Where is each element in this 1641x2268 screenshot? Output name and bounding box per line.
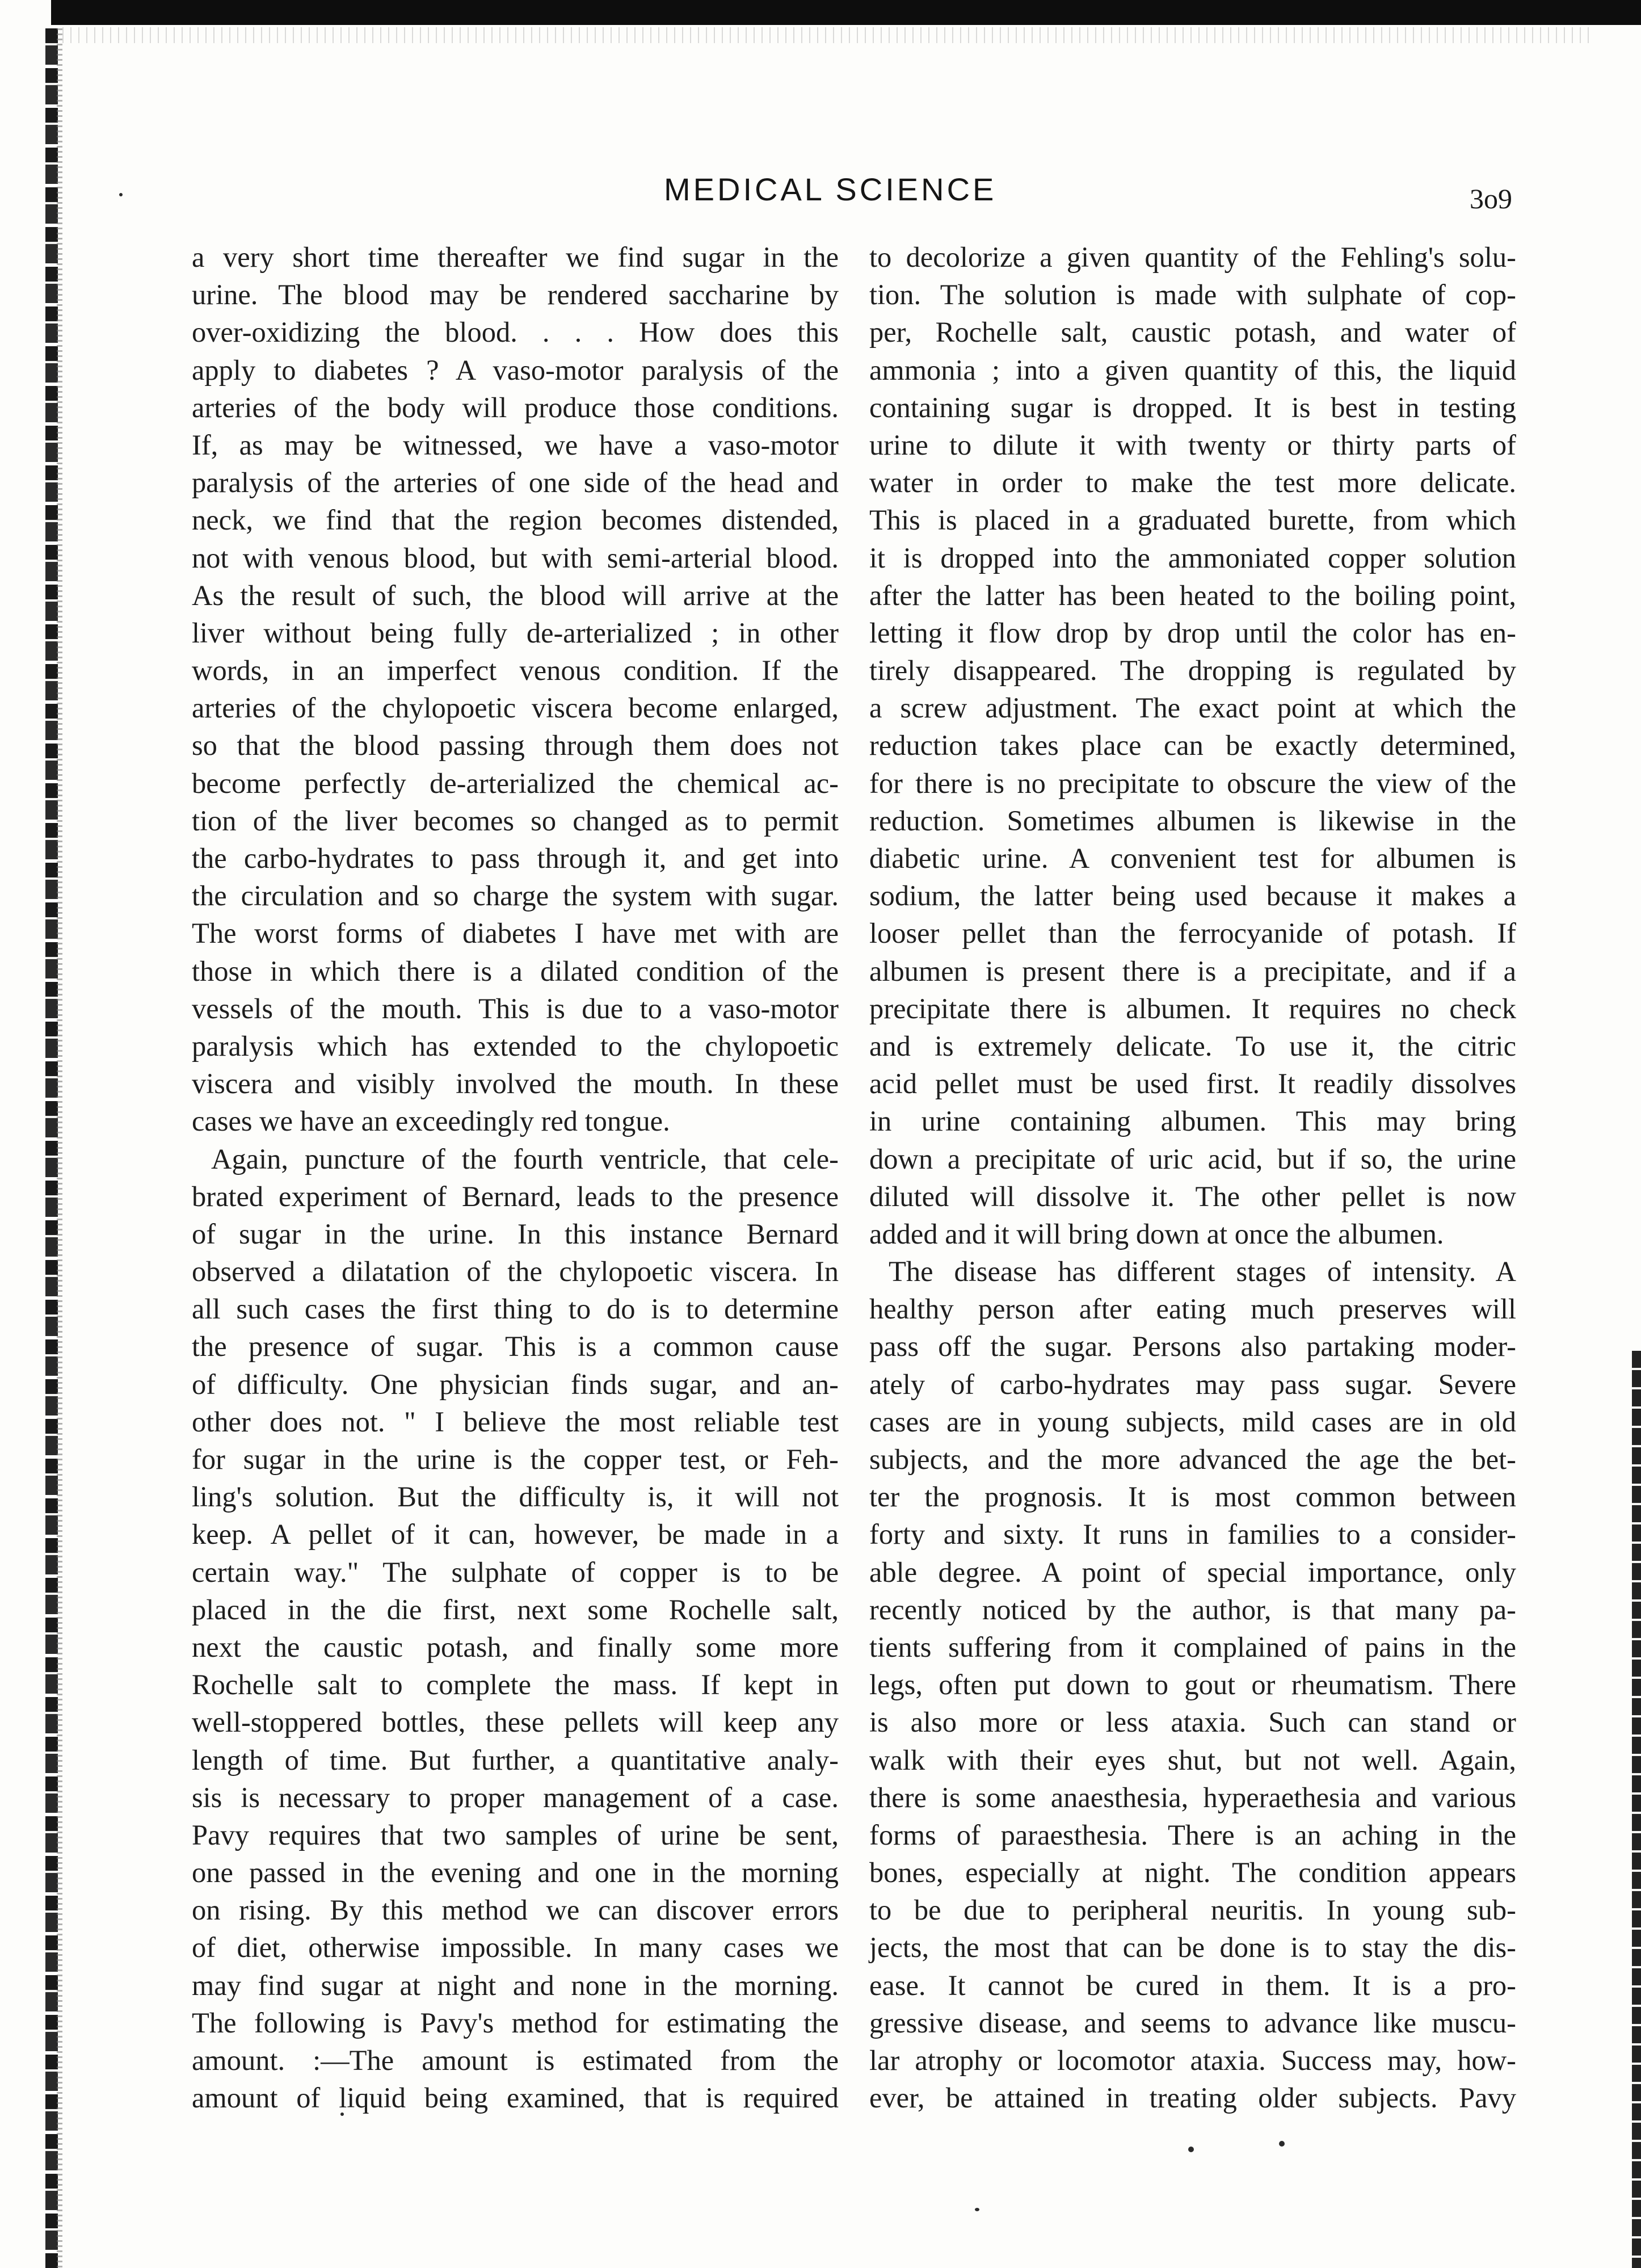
scan-left-border <box>45 28 58 2268</box>
text-line: urine to dilute it with twenty or thirty parts of <box>869 429 1516 461</box>
text-line: Again, puncture of the fourth ventricle, that cele- <box>211 1143 839 1175</box>
right-text-column <box>869 238 1516 2116</box>
text-line: bones, especially at night. The condition appears <box>869 1857 1516 1889</box>
text-line: recently noticed by the author, is that many pa- <box>869 1593 1516 1626</box>
text-line: legs, often put down to gout or rheumatism. There <box>869 1669 1516 1701</box>
text-line: diabetic urine. A convenient test for albumen is <box>869 842 1516 874</box>
text-line: lar atrophy or locomotor ataxia. Success may, how- <box>869 2044 1516 2076</box>
text-line: cases we have an exceedingly red tongue. <box>192 1105 670 1137</box>
text-line: certain way." The sulphate of copper is to be <box>192 1556 839 1588</box>
text-line: ter the prognosis. It is most common between <box>869 1481 1516 1513</box>
text-line: paralysis of the arteries of one side of the head and <box>192 467 839 499</box>
text-line: pass off the sugar. Persons also partaking moder- <box>869 1330 1516 1363</box>
scan-speck <box>119 193 123 196</box>
text-line: ammonia ; into a given quantity of this, the liquid <box>869 354 1516 386</box>
text-line: after the latter has been heated to the boiling point, <box>869 579 1516 611</box>
text-line: may find sugar at night and none in the morning. <box>192 1969 839 2001</box>
text-line: become perfectly de-arterialized the chemical ac- <box>192 767 839 799</box>
text-line: As the result of such, the blood will arrive at the <box>192 579 839 611</box>
text-line: on rising. By this method we can discover errors <box>192 1894 839 1926</box>
text-line: albumen is present there is a precipitate, and if a <box>869 955 1516 987</box>
scan-speck <box>1188 2147 1194 2152</box>
text-line: precipitate there is albumen. It requires no check <box>869 992 1516 1024</box>
text-line: acid pellet must be used first. It readily dissolves <box>869 1068 1516 1100</box>
text-line: walk with their eyes shut, but not well. Again, <box>869 1744 1516 1776</box>
left-text-column <box>192 238 839 2116</box>
text-line: all such cases the first thing to do is to determine <box>192 1293 839 1325</box>
text-line: of sugar in the urine. In this instance Bernard <box>192 1217 839 1250</box>
page-number: 3o9 <box>1470 183 1512 215</box>
text-line: to decolorize a given quantity of the Fehling's solu- <box>869 241 1516 273</box>
text-line: ever, be attained in treating older subjects. Pavy <box>869 2082 1516 2114</box>
text-line: observed a dilatation of the chylopoetic viscera. In <box>192 1255 839 1288</box>
scan-right-border <box>1632 1351 1641 2268</box>
text-line: there is some anaesthesia, hyperaethesia and various <box>869 1781 1516 1813</box>
text-line: arteries of the chylopoetic viscera become enlarged, <box>192 692 839 724</box>
text-line: The following is Pavy's method for estimating the <box>192 2006 839 2039</box>
text-line: arteries of the body will produce those conditions. <box>192 391 839 423</box>
text-line: paralysis which has extended to the chylopoetic <box>192 1030 839 1062</box>
text-line: in urine containing albumen. This may bring <box>869 1105 1516 1137</box>
text-line: the circulation and so charge the system with sugar. <box>192 880 839 912</box>
text-line: The disease has different stages of intensity. A <box>889 1255 1516 1288</box>
text-line: so that the blood passing through them does not <box>192 729 839 762</box>
text-line: sis is necessary to proper management of a case. <box>192 1781 839 1813</box>
text-line: per, Rochelle salt, caustic potash, and water of <box>869 316 1516 348</box>
text-line: If, as may be witnessed, we have a vaso-motor <box>192 429 839 461</box>
text-line: the carbo-hydrates to pass through it, and get into <box>192 842 839 874</box>
text-line: keep. A pellet of it can, however, be made in a <box>192 1518 839 1551</box>
text-line: those in which there is a dilated condition of the <box>192 955 839 987</box>
text-line: The worst forms of diabetes I have met with are <box>192 917 839 950</box>
text-line: down a precipitate of uric acid, but if so, the urine <box>869 1143 1516 1175</box>
text-line: jects, the most that can be done is to stay the dis- <box>869 1931 1516 1964</box>
text-line: a screw adjustment. The exact point at which the <box>869 692 1516 724</box>
text-line: ling's solution. But the difficulty is, it will not <box>192 1481 839 1513</box>
text-line: cases are in young subjects, mild cases are in old <box>869 1405 1516 1438</box>
text-line: for sugar in the urine is the copper test, or Feh- <box>192 1443 839 1475</box>
scan-top-noise <box>62 27 1594 43</box>
text-line: forty and sixty. It runs in families to a consider- <box>869 1518 1516 1551</box>
scan-speck <box>975 2208 979 2211</box>
text-line: ately of carbo-hydrates may pass sugar. Severe <box>869 1368 1516 1400</box>
running-header: MEDICAL SCIENCE <box>664 171 997 207</box>
text-line: the presence of sugar. This is a common cause <box>192 1330 839 1363</box>
text-line: and is extremely delicate. To use it, the citric <box>869 1030 1516 1062</box>
text-line: to be due to peripheral neuritis. In young sub- <box>869 1894 1516 1926</box>
text-line: placed in the die first, next some Rochelle salt, <box>192 1593 839 1626</box>
text-line: for there is no precipitate to obscure the view of the <box>869 767 1516 799</box>
text-line: other does not. " I believe the most reliable test <box>192 1405 839 1438</box>
text-line: tients suffering from it complained of pains in the <box>869 1631 1516 1663</box>
text-line: is also more or less ataxia. Such can stand or <box>869 1706 1516 1738</box>
text-line: diluted will dissolve it. The other pellet is now <box>869 1180 1516 1212</box>
text-line: over-oxidizing the blood. . . . How does this <box>192 316 839 348</box>
text-line: amount of liquid being examined, that is required <box>192 2082 839 2114</box>
text-line: tirely disappeared. The dropping is regulated by <box>869 654 1516 687</box>
text-line: able degree. A point of special importance, only <box>869 1556 1516 1588</box>
text-line: urine. The blood may be rendered saccharine by <box>192 279 839 311</box>
text-line: Rochelle salt to complete the mass. If kept in <box>192 1669 839 1701</box>
text-line: forms of paraesthesia. There is an aching in the <box>869 1818 1516 1851</box>
text-line: next the caustic potash, and finally some more <box>192 1631 839 1663</box>
text-line: containing sugar is dropped. It is best in testing <box>869 391 1516 423</box>
text-line: added and it will bring down at once the albumen. <box>869 1217 1444 1250</box>
text-line: looser pellet than the ferrocyanide of potash. If <box>869 917 1516 950</box>
scan-left-noise <box>57 28 62 2268</box>
text-line: words, in an imperfect venous condition. If the <box>192 654 839 687</box>
text-line: of diet, otherwise impossible. In many cases we <box>192 1931 839 1964</box>
scan-speck <box>1279 2141 1285 2147</box>
text-line: of difficulty. One physician finds sugar, and an- <box>192 1368 839 1400</box>
text-line: length of time. But further, a quantitative analy- <box>192 1744 839 1776</box>
text-line: viscera and visibly involved the mouth. In these <box>192 1068 839 1100</box>
text-line: reduction. Sometimes albumen is likewise in the <box>869 804 1516 837</box>
text-line: well-stoppered bottles, these pellets will keep any <box>192 1706 839 1738</box>
text-line: brated experiment of Bernard, leads to the presence <box>192 1180 839 1212</box>
text-line: liver without being fully de-arterialized ; in other <box>192 616 839 649</box>
text-line: apply to diabetes ? A vaso-motor paralysis of the <box>192 354 839 386</box>
text-line: neck, we find that the region becomes distended, <box>192 504 839 536</box>
text-line: ease. It cannot be cured in them. It is a pro- <box>869 1969 1516 2001</box>
text-line: This is placed in a graduated burette, from which <box>869 504 1516 536</box>
scan-top-border <box>51 0 1641 25</box>
text-line: it is dropped into the ammoniated copper solution <box>869 541 1516 574</box>
text-line: vessels of the mouth. This is due to a vaso-motor <box>192 992 839 1024</box>
text-line: gressive disease, and seems to advance like muscu- <box>869 2006 1516 2039</box>
text-line: amount. :—The amount is estimated from the <box>192 2044 839 2076</box>
text-line: not with venous blood, but with semi-arterial blood. <box>192 541 839 574</box>
text-line: reduction takes place can be exactly determined, <box>869 729 1516 762</box>
text-line: tion of the liver becomes so changed as to permit <box>192 804 839 837</box>
text-line: subjects, and the more advanced the age the bet- <box>869 1443 1516 1475</box>
text-line: Pavy requires that two samples of urine be sent, <box>192 1818 839 1851</box>
text-line: letting it flow drop by drop until the color has en- <box>869 616 1516 649</box>
text-line: a very short time thereafter we find sugar in the <box>192 241 839 273</box>
text-line: healthy person after eating much preserves will <box>869 1293 1516 1325</box>
text-line: sodium, the latter being used because it makes a <box>869 880 1516 912</box>
text-line: one passed in the evening and one in the morning <box>192 1857 839 1889</box>
text-line: water in order to make the test more delicate. <box>869 467 1516 499</box>
text-line: tion. The solution is made with sulphate of cop- <box>869 279 1516 311</box>
